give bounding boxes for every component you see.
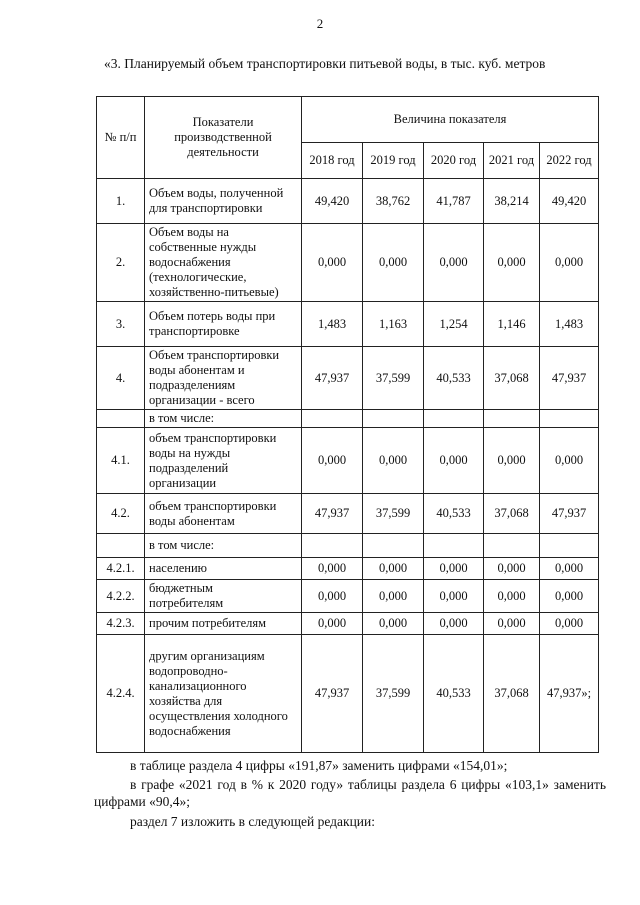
amendment-line-3: раздел 7 изложить в следующей редакции: — [130, 814, 376, 829]
table-row — [97, 302, 599, 347]
row-label: Объем потерь воды при транспортировке — [145, 302, 302, 347]
row-label: в том числе: — [145, 410, 302, 428]
row-label: объем транспортировки воды абонентам — [145, 494, 302, 534]
row-value: 0,000 — [302, 580, 363, 613]
row-value: 0,000 — [363, 580, 424, 613]
row-value: 0,000 — [302, 428, 363, 494]
row-value: 47,937»; — [540, 635, 599, 753]
amendment-line-2: в графе «2021 год в % к 2020 году» таблицы раздела 6 цифры «103,1» заменить цифрами «90,4»; — [94, 777, 606, 809]
row-value — [363, 534, 424, 558]
row-number — [97, 410, 145, 428]
row-value: 0,000 — [484, 558, 540, 580]
header-year: 2018 год — [302, 143, 363, 179]
row-label: бюджетным потребителям — [145, 580, 302, 613]
row-number: 4.2.2. — [97, 580, 145, 613]
header-year: 2020 год — [424, 143, 484, 179]
row-value — [540, 410, 599, 428]
row-label: Объем воды, полученной для транспортировки — [145, 179, 302, 224]
row-value — [540, 534, 599, 558]
row-value: 1,483 — [302, 302, 363, 347]
row-value: 0,000 — [424, 558, 484, 580]
row-value: 1,483 — [540, 302, 599, 347]
table-row — [97, 428, 599, 494]
row-value: 37,599 — [363, 635, 424, 753]
row-value: 40,533 — [424, 347, 484, 410]
row-value — [302, 534, 363, 558]
table-row — [97, 580, 599, 613]
row-value: 1,163 — [363, 302, 424, 347]
table-row — [97, 635, 599, 753]
row-value: 40,533 — [424, 635, 484, 753]
row-value: 0,000 — [302, 558, 363, 580]
header-year: 2019 год — [363, 143, 424, 179]
row-value: 47,937 — [302, 635, 363, 753]
row-number: 4.2.4. — [97, 635, 145, 753]
row-number: 3. — [97, 302, 145, 347]
table-row — [97, 410, 599, 428]
row-value: 0,000 — [484, 428, 540, 494]
row-value: 0,000 — [540, 580, 599, 613]
row-value — [484, 410, 540, 428]
header-year: 2021 год — [484, 143, 540, 179]
row-value: 0,000 — [424, 428, 484, 494]
row-label: Объем воды на собственные нужды водоснабжения (технологические, хозяйственно-питьевые) — [145, 224, 302, 302]
row-value: 40,533 — [424, 494, 484, 534]
row-label: населению — [145, 558, 302, 580]
row-value: 0,000 — [484, 613, 540, 635]
row-label: в том числе: — [145, 534, 302, 558]
row-number: 4.2. — [97, 494, 145, 534]
row-value: 49,420 — [540, 179, 599, 224]
header-value: Величина показателя — [302, 97, 599, 143]
row-number: 4.2.3. — [97, 613, 145, 635]
row-value: 41,787 — [424, 179, 484, 224]
row-value: 0,000 — [424, 224, 484, 302]
table-row — [97, 558, 599, 580]
amendment-line-1: в таблице раздела 4 цифры «191,87» заменить цифрами «154,01»; — [130, 758, 508, 773]
row-value: 37,599 — [363, 494, 424, 534]
header-number: № п/п — [97, 97, 145, 179]
row-value: 47,937 — [540, 494, 599, 534]
row-label: другим организациям водопроводно-канализационного хозяйства для осуществления холодного водоснабжения — [145, 635, 302, 753]
row-value: 0,000 — [302, 613, 363, 635]
table-row — [97, 613, 599, 635]
row-value — [302, 410, 363, 428]
table-row — [97, 179, 599, 224]
row-number: 2. — [97, 224, 145, 302]
row-value: 0,000 — [540, 428, 599, 494]
row-label: Объем транспортировки воды абонентам и подразделениям организации - всего — [145, 347, 302, 410]
table-row — [97, 534, 599, 558]
row-number: 4.2.1. — [97, 558, 145, 580]
row-value: 38,214 — [484, 179, 540, 224]
row-value: 0,000 — [540, 558, 599, 580]
row-value — [363, 410, 424, 428]
row-value: 0,000 — [302, 224, 363, 302]
row-number — [97, 534, 145, 558]
row-label: прочим потребителям — [145, 613, 302, 635]
transport-volume-table — [96, 96, 599, 753]
row-value — [484, 534, 540, 558]
row-value: 47,937 — [302, 347, 363, 410]
row-value: 0,000 — [363, 558, 424, 580]
table-row — [97, 494, 599, 534]
header-indicators: Показатели производственной деятельности — [145, 97, 302, 179]
row-value: 1,254 — [424, 302, 484, 347]
row-value: 37,068 — [484, 635, 540, 753]
table-heading: «3. Планируемый объем транспортировки питьевой воды, в тыс. куб. метров — [104, 56, 546, 71]
row-value: 0,000 — [540, 224, 599, 302]
row-value: 0,000 — [540, 613, 599, 635]
row-value: 37,068 — [484, 347, 540, 410]
row-value: 0,000 — [424, 580, 484, 613]
row-value: 49,420 — [302, 179, 363, 224]
header-year: 2022 год — [540, 143, 599, 179]
row-value: 47,937 — [540, 347, 599, 410]
row-value: 0,000 — [484, 580, 540, 613]
row-value: 0,000 — [484, 224, 540, 302]
row-value: 0,000 — [424, 613, 484, 635]
row-value: 38,762 — [363, 179, 424, 224]
table-row — [97, 347, 599, 410]
row-value: 0,000 — [363, 613, 424, 635]
row-value: 0,000 — [363, 428, 424, 494]
table-row — [97, 224, 599, 302]
page-number: 2 — [316, 16, 324, 31]
row-value: 37,068 — [484, 494, 540, 534]
row-number: 4. — [97, 347, 145, 410]
row-number: 1. — [97, 179, 145, 224]
row-value: 1,146 — [484, 302, 540, 347]
row-value — [424, 534, 484, 558]
row-value: 0,000 — [363, 224, 424, 302]
row-value: 37,599 — [363, 347, 424, 410]
row-label: объем транспортировки воды на нужды подразделений организации — [145, 428, 302, 494]
row-value: 47,937 — [302, 494, 363, 534]
row-value — [424, 410, 484, 428]
row-number: 4.1. — [97, 428, 145, 494]
